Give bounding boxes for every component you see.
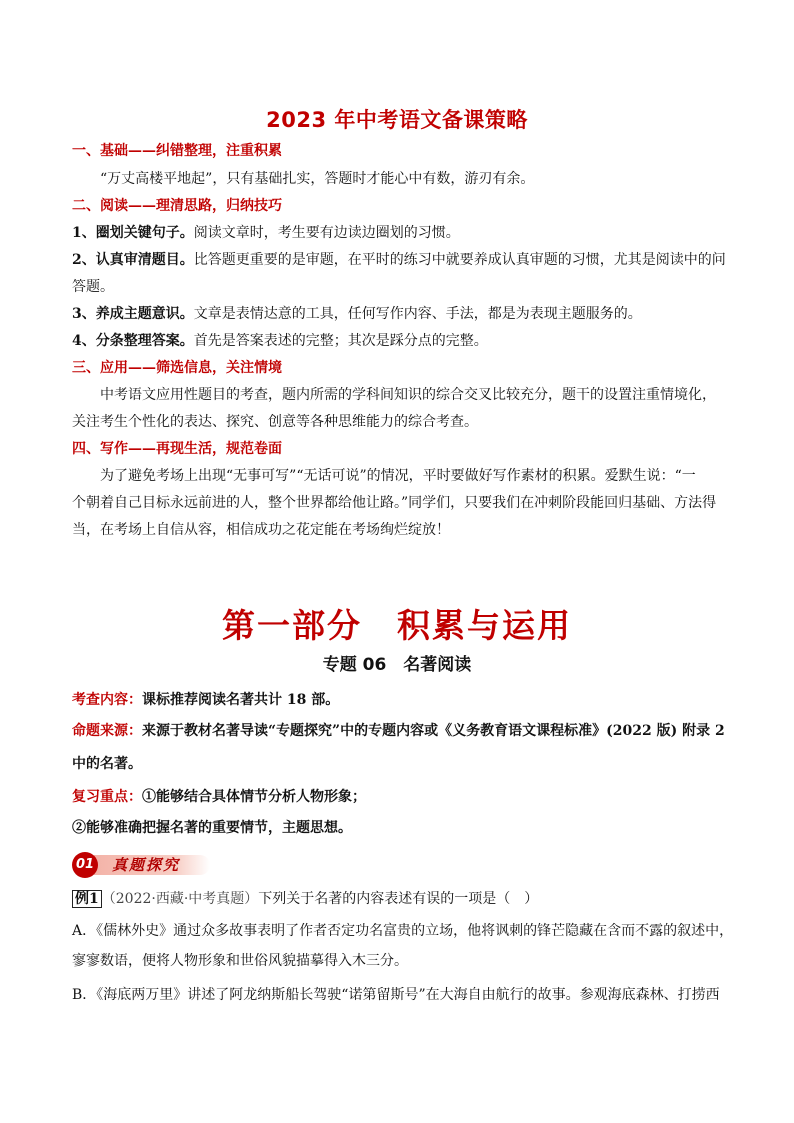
source-line-2: 中的名著。 xyxy=(72,756,142,772)
option-b-line-1: B．《海底两万里》讲述了阿龙纳斯船长驾驶“诺第留斯号”在大海自由航行的故事。参观海底森林、打捞西 xyxy=(72,987,720,1003)
item-text: 首先是答案表述的完整；其次是踩分点的完整。 xyxy=(193,333,488,349)
section-4-line-2: 个朝着自己目标永远前进的人，整个世界都给他让路。”同学们，只要我们在冲刺阶段能回归基础、方法得 xyxy=(72,495,717,511)
exam-content-label: 考查内容： xyxy=(72,692,142,708)
source-text: 来源于教材名著导读“专题探究”中的专题内容或《义务教育语文课程标准》(2022 版) 附录 2 xyxy=(142,723,725,739)
section-3-line-2: 关注考生个性化的表达、探究、创意等各种思维能力的综合考查。 xyxy=(72,414,478,430)
source-label: 命题来源： xyxy=(72,723,142,739)
topic-title: 专题 06 名著阅读 xyxy=(322,655,472,675)
item-label: 4、分条整理答案。 xyxy=(72,333,194,349)
source-line-1 xyxy=(72,721,732,741)
example-tag: 例1 xyxy=(72,890,102,908)
review-text: ①能够结合具体情节分析人物形象； xyxy=(142,789,366,805)
option-a-line-2: 寥寥数语，便将人物形象和世俗风貌描摹得入木三分。 xyxy=(72,953,408,969)
section-3-heading: 三、应用——筛选信息，关注情境 xyxy=(72,360,282,376)
item-text: 比答题更重要的是审题，在平时的练习中就要养成认真审题的习惯，尤其是阅读中的问 xyxy=(193,252,726,268)
review-line-1 xyxy=(72,787,732,807)
section-2-item-2-cont: 答题。 xyxy=(72,279,114,295)
section-2-item-3 xyxy=(72,304,732,324)
item-label: 2、认真审清题目。 xyxy=(72,252,194,268)
item-text: 文章是表情达意的工具，任何写作内容、手法，都是为表现主题服务的。 xyxy=(193,306,642,322)
section-3-line-1: 中考语文应用性题目的考查，题内所需的学科间知识的综合交叉比较充分，题干的设置注重情境化， xyxy=(100,387,716,403)
section-badge xyxy=(72,852,210,878)
section-1-body: “万丈高楼平地起”，只有基础扎实，答题时才能心中有数，游刃有余。 xyxy=(100,171,535,187)
option-a-line-1: A．《儒林外史》通过众多故事表明了作者否定功名富贵的立场，他将讽刺的锋芒隐藏在含而不露的叙述中， xyxy=(72,923,734,939)
review-line-2: ②能够准确把握名著的重要情节，主题思想。 xyxy=(72,820,352,836)
item-label: 3、养成主题意识。 xyxy=(72,306,194,322)
exam-content xyxy=(72,690,732,710)
example-question xyxy=(72,889,732,909)
item-label: 1、圈划关键句子。 xyxy=(72,225,194,241)
section-1-heading: 一、基础——纠错整理，注重积累 xyxy=(72,143,282,159)
section-4-line-3: 当，在考场上自信从容，相信成功之花定能在考场绚烂绽放！ xyxy=(72,522,450,538)
exam-content-text: 课标推荐阅读名著共计 18 部。 xyxy=(142,692,340,708)
section-2-heading: 二、阅读——理清思路，归纳技巧 xyxy=(72,198,282,214)
review-label: 复习重点： xyxy=(72,789,142,805)
section-2-item-2 xyxy=(72,250,732,270)
section-4-heading: 四、写作——再现生活，规范卷面 xyxy=(72,441,282,457)
document-title: 2023 年中考语文备课策略 xyxy=(266,108,528,132)
badge-number: 01 xyxy=(72,852,98,878)
section-2-item-4 xyxy=(72,331,732,351)
item-text: 阅读文章时，考生要有边读边圈划的习惯。 xyxy=(193,225,460,241)
example-question-text: 下列关于名著的内容表述有误的一项是（ ） xyxy=(258,891,539,907)
part-title: 第一部分 积累与运用 xyxy=(222,606,572,645)
example-source: （2022·西藏·中考真题） xyxy=(101,891,259,907)
badge-label: 真题探究 xyxy=(94,855,210,875)
section-2-item-1 xyxy=(72,223,732,243)
section-4-line-1: 为了避免考场上出现“无事可写”“无话可说”的情况，平时要做好写作素材的积累。爱默生说：“一 xyxy=(100,468,696,484)
